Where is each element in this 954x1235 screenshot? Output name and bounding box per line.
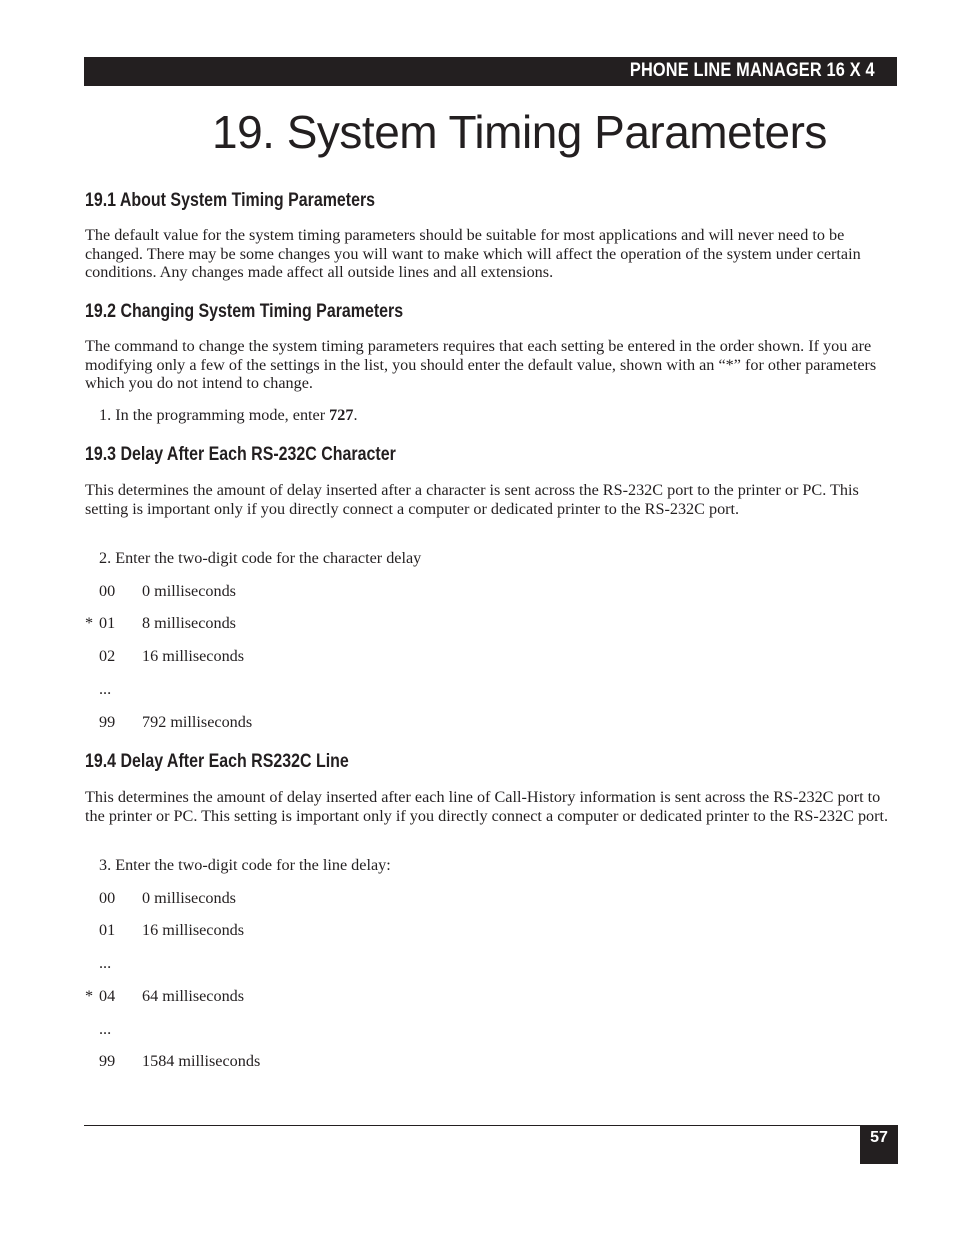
step-2: 2. Enter the two-digit code for the character delay	[99, 549, 422, 567]
option-code: 00	[99, 889, 116, 907]
section-body-19-2: The command to change the system timing parameters requires that each setting be entered in the order shown. If you are modifying only a few of the settings in the list, you should enter the default value, shown with an “*” for other parameters which you do not intend to change.	[85, 337, 877, 393]
default-marker: *	[85, 614, 94, 632]
footer-rule	[84, 1125, 897, 1126]
command-code: 727	[329, 406, 354, 424]
section-heading-19-4: 19.4 Delay After Each RS232C Line	[85, 751, 349, 772]
option-description: 792 milliseconds	[142, 713, 253, 731]
page-number-box	[860, 1125, 898, 1164]
section-body-19-1: The default value for the system timing parameters should be suitable for most applications and will never need to be changed. There may be some changes you will want to make which will affect the operation of the system under certain conditions. Any changes made affect all outside lines and all extensions.	[85, 226, 861, 282]
running-header-title: PHONE LINE MANAGER 16 X 4	[630, 60, 875, 81]
option-description: 16 milliseconds	[142, 647, 245, 665]
option-description: 0 milliseconds	[142, 582, 236, 600]
section-heading-19-2: 19.2 Changing System Timing Parameters	[85, 301, 404, 322]
default-marker: *	[85, 987, 94, 1005]
step-1	[99, 406, 358, 425]
option-description: 8 milliseconds	[142, 614, 236, 632]
section-body-19-3: This determines the amount of delay inserted after a character is sent across the RS-232C port to the printer or PC. This setting is important only if you directly connect a computer or dedicated printer to the RS-232C port.	[85, 481, 859, 518]
option-description: 16 milliseconds	[142, 921, 245, 939]
running-header-bar	[84, 57, 897, 86]
option-code: 00	[99, 582, 116, 600]
option-code: ...	[99, 1020, 112, 1038]
chapter-title: 19. System Timing Parameters	[212, 106, 827, 158]
option-code: 01	[99, 614, 116, 632]
section-heading-19-1: 19.1 About System Timing Parameters	[85, 190, 376, 211]
option-description: 0 milliseconds	[142, 889, 236, 907]
option-description: 64 milliseconds	[142, 987, 245, 1005]
option-code: 04	[99, 987, 116, 1005]
section-body-19-4: This determines the amount of delay inserted after each line of Call-History information is sent across the RS-232C port to the printer or PC. This setting is important only if you directly connect a computer or dedicated printer to the RS-232C port.	[85, 788, 889, 825]
option-description: 1584 milliseconds	[142, 1052, 261, 1070]
step-1-text: 1. In the programming mode, enter	[99, 406, 330, 424]
option-code: ...	[99, 680, 112, 698]
section-heading-19-3: 19.3 Delay After Each RS-232C Character	[85, 444, 396, 465]
option-code: ...	[99, 954, 112, 972]
step-1-end: .	[353, 406, 358, 424]
option-code: 01	[99, 921, 116, 939]
page-number: 57	[870, 1129, 888, 1146]
option-code: 99	[99, 1052, 116, 1070]
step-3: 3. Enter the two-digit code for the line delay:	[99, 856, 391, 874]
option-code: 02	[99, 647, 116, 665]
option-code: 99	[99, 713, 116, 731]
